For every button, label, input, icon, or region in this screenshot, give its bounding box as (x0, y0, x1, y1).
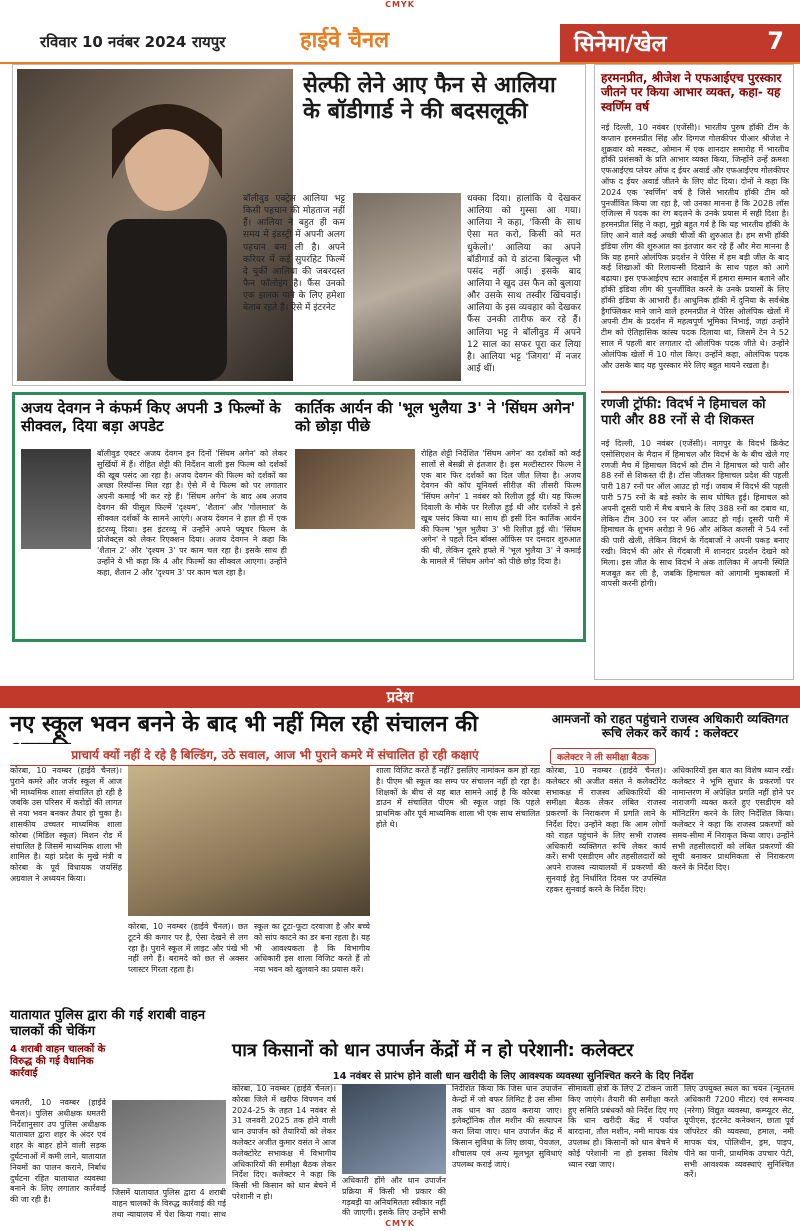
cmyk-marker: CMYK (0, 0, 800, 12)
traffic-headline: यातायात पुलिस द्वारा की गई शराबी वाहन चालकों की चेकिंग (10, 1008, 206, 1039)
ajay-headline: अजय देवगन ने कंफर्म किए अपनी 3 फिल्मों के सीक्वल, दिया बड़ा अपडेट (21, 399, 281, 435)
cmyk-marker-bottom: CMYK (0, 1219, 800, 1231)
school-headline: नए स्कूल भवन बनने के बाद भी नहीं मिल रही संचालन की (10, 712, 478, 737)
paddy-subhead: 14 नवंबर से प्रारंभ होने वाली धान खरीदी के लिए आवश्यक व्यवस्था सुनिश्चित करने के दिए निर्देश (232, 1066, 794, 1085)
collector-kicker: कलेक्टर ने ली समीक्षा बैठक (550, 748, 656, 765)
alia-col1: बॉलीवुड एक्ट्रेस आलिया भट्ट किसी पहचान की मोहताज नहीं हैं। आलिया ने बहुत ही कम समय में इंडस्ट्री में अपनी अलग पहचान बना ली है। अपने करियर में कई सुपरहिट फिल्में दे चुकीं आलिया की जबरदस्त फैन फॉलोइंग है। फैंस उनको एक झलक पाने के लिए हमेशा बेताब रहते हैं। ऐसे में इंटरनेट (243, 194, 345, 314)
entertainment-box (12, 392, 586, 642)
paddy-col2: अधिकारी होंगे और धान उपार्जन प्रक्रिया में किसी भी प्रकार की गड़बड़ी या अनियमितता स्वीकार नहीं की जाएगी। इसके लिए उन्होंने सभी (342, 1176, 446, 1218)
kartik-headline: कार्तिक आर्यन की 'भूल भुलैया 3' ने 'सिंघम अगेन' को छोड़ा पीछे (295, 399, 576, 435)
hockey-body: नई दिल्ली, 10 नवंबर (एजेंसी)। भारतीय पुरुष हॉकी टीम के कप्तान हरमनप्रीत सिंह और दिग्गज गोलकीपर पीआर श्रीजेश ने शुक्रवार को मस्कट, ओमान में एक शानदार समारोह में भारतीय हॉकी प्रशंसकों के प्रति आभार व्यक्त किया, जिन्होंने उन्हें क्रमशः एफआईएच प्लेयर ऑफ द ईयर अवार्ड और एफआईएच गोलकीपर ऑफ द ईयर अवार्ड जीतने के लिए वोट दिया। दोनों ने कहा कि 2024 एक 'स्वर्णिम' वर्ष है जिसे भारतीय हॉकी टीम को पुनर्जीवित किया जा रहा है, जो उनका मानना है कि 2028 लॉस एंजिल्स में पदक का रंग बदलने के उनके प्रयास में सही दिशा है। हरमनप्रीत सिंह ने कहा, मुझे बहुत गर्व है कि यह भारतीय हॉकी के लिए आने वाले कई अच्छी चीजों की शुरुआत है। हम सभी हॉकी इंडिया लीग की शुरुआत का इंतजार कर रहे हैं और मेरा मानना है कि यह हमारे ओलंपिक प्रदर्शन ने पेरिस में हम बड़ी जीत के बाद कई शिखाओं की रिलायन्सी दिखाने के साथ पहल को आगे बढ़ाया। इस एफआईएच स्टार अवार्ड्स में हमारा सम्मान बताने और हॉकी इंडिया लीग की पुनर्जीवित करने के उनके प्रयासों के लिए हॉकी इंडिया के आभारी हैं। आधुनिक हॉकी में दुनिया के सर्वश्रेष्ठ ड्रैगफ्लिकर माने जाने वाले हरमनप्रीत ने पेरिस ओलंपिक खेलों में अपनी टीम के प्रदर्शन में महत्वपूर्ण भूमिका निभाई, जहां उन्होंने टीम को ऐतिहासिक कांस्य पदक दिलाया था, जिसमें टेन ने 52 साल में पहली बार लगातार दो ओलंपिक पदक जीते थे। उन्होंने ओलंपिक खेलों में 10 गोल किए। उन्होंने कहा, ओलंपिक पदक और उसके बाद यह पुरस्कार मेरे लिए बहुत मायने रखता है। (601, 123, 789, 370)
paddy-col1: कोरबा, 10 नवम्बर (हाईवे चैनल)। कोरबा जिले में खरीफ विपणन वर्ष 2024-25 के तहत 14 नवंबर से 31 जनवरी 2025 तक होने वाली धान उपार्जन को तैयारियों को लेकर कलेक्टर अजीत कुमार वसंत ने आज कलेक्टोरेट सभाकक्ष में विभागीय अधिकारियों की समीक्षा बैठक लेकर निर्देश दिए। कलेक्टर ने कहा कि किसी भी किसान को धान बेचने में परेशानी न हो। (232, 1084, 336, 1201)
collector-col2: अधिकारियों इस बात का विशेष ध्यान रखें। कलेक्टर ने भूमि सुधार के प्रकरणों पर नामान्तरण में अपेक्षित प्रगति नहीं होने पर नाराजगी व्यक्त करते हुए एसडीएम को मॉनिटरिंग करने के लिए निर्देशित किया। कलेक्टर ने कहा कि राजस्व प्रकरणों को समय-सीमा में निराकृत किया जाए। उन्होंने सभी तहसीलदारों को लंबित प्रकरणों की सूची बनाकर प्राथमिकता से निराकरण करने के निर्देश दिए। (672, 766, 794, 873)
school-subhead: प्राचार्य क्यों नहीं दे रहे है बिल्डिंग, उठे सवाल, आज भी पुराने कमरे में संचालित हो रही कक्षाएं (10, 744, 540, 766)
alia-col3: धक्का दिया। हालांकि ये देखकर आलिया को गुस्सा आ गया। आलिया ने कहा, 'किसी के साथ ऐसा मत करो, किसी को मत धुकेलो।' आलिया का अपने बॉडीगार्ड को ये डांटना बिल्कुल भी पसंद नहीं आई। इसके बाद आलिया ने खुद उस फैन को बुलाया और उसके साथ तस्वीर खिंचवाई। आलिया के इस व्यवहार को देखकर फैंस उनकी तारीफ कर रहे हैं। आलिया भट्ट ने बॉलीवुड में अपने 12 साल का सफर पूरा कर लिया है। आलिया भट्ट 'जिगरा' में नजर आई थीं। (467, 194, 581, 374)
paddy-col4: सीमावर्ती क्षेत्रों के लिए 2 टोकन जारी किए जाएंगे। तैयारी की समीक्षा करते हुए समिति प्रबंधकों को निर्देश दिए गए कि धान खरीदी केंद्र में पर्याप्त बारदाना, तौल मशीन, नमी मापक यंत्र उपलब्ध हो। किसानों को धान बेचने में कोई परेशानी ना हो इसका विशेष ध्यान रखा जाए। (568, 1084, 678, 1169)
school-col3: स्कूल का टूटा-फूटा दरवाजा है और बच्चे को सांप काटने का डर बना रहता है। यह भी आवश्यकता है कि विभागीय अधिकारी इस शाला विजिट करते हैं तो नया भवन को खुलवाने का प्रयास करें। (254, 922, 370, 975)
school-col4: शाला विजिट करते हैं नहीं? इसलिए नामांकन कम हो रहा है। पीएम श्री स्कूल का सम्प पर संचालन नहीं हो रहा है। शिक्षकों के बीच से यह बात सामने आई है कि कोरबा डाउन में संचालित पीएम श्री स्कूल जहां कि पहले प्राथमिक और पूर्व माध्यमिक शाला भी एक साथ संचालित होते थे। (376, 766, 540, 829)
kartik-photo (295, 449, 415, 529)
traffic-story (10, 1008, 226, 1220)
ranji-body: नई दिल्ली, 10 नवंबर (एजेंसी)। नागपुर के विदर्भ क्रिकेट एसोसिएशन के मैदान में हिमाचल और विदर्भ के के बीच खेले गए रणजी मैच में हिमाचल विदर्भ को टीम ने हिमाचल को पारी और 88 रनों से शिकस्त दी है। टॉस जीतकर हिमाचल प्रदेश की पहली पारी 187 रनों पर ऑल आउट हो गई। जवाब में विदर्भ की पहली पारी 575 रनों के बड़े स्कोर के साथ घोषित हुई। हिमाचल को अपनी दूसरी पारी में मैच बचाने के लिए 388 रनों का दबाव था, लेकिन टीम 300 रन पर ऑल आउट हो गई। दूसरी पारी में हिमाचल के शुभम अरोड़ा ने 96 और अंकित कलसी ने 54 रनों की पारी खेली, लेकिन विदर्भ के गेंदबाजों ने अपनी पकड़ बनाए रखी। विदर्भ की ओर से गेंदबाजी में शानदार प्रदर्शन देखने को मिला। इस जीत के साथ विदर्भ ने अंक तालिका में अपनी स्थिति मजबूत कर ली है, जबकि हिमाचल को आगामी मुकाबलों में वापसी करनी होगी। (601, 439, 789, 589)
school-col1: कोरबा, 10 नवम्बर (हाईवे चैनल)। पुराने कमरे और जर्जर स्कूल में आज भी माध्यमिक शाला संचालित हो रही है जबकि उस परिसर में करोड़ों की लागत से नया भवन बनकर तैयार हो चुका है। शासकीय उच्चतर माध्यमिक शाला कोरबा (मिडिल स्कूल) मिशन रोड में संचालित है जिसमें माध्यमिक शाला भी शामिल है। यहां प्रदेश के मुखे मंत्री व कोरबा के पूर्व विधायक जयसिंह अग्रवाल ने अध्ययन किया। (10, 766, 122, 883)
paddy-photo (342, 1084, 446, 1174)
collector-headline: आमजनों को राहत पहुंचाने राजस्व अधिकारी व्यक्तिगत रूचि लेकर करें कार्य : कलेक्टर (551, 712, 789, 741)
paddy-col5: लिए उपयुक्त स्थल का चयन (न्यूनतम अधिकारी 7200 मीटर) एवं समन्वय (नरेगा) विद्युत व्यवस्था, कम्प्यूटर सेट, यूपीएस, इंटरनेट कनेक्शन, छाता पूर्व जॉपरेटर की व्यवस्था, हमाल, नमी मापक यंत्र, पोलिथीन, ड्रम, पाइप, पीने का पानी, प्राथमिक उपचार पेटी, सभी आवश्यक व्यवस्थाएं सुनिश्चित करें। (684, 1084, 794, 1180)
airport-photo (353, 193, 461, 381)
paddy-col3: निर्देशित किया कि जिस धान उपार्जन केन्द्रों में जो बफर लिमिट है उस सीमा तक धान का उठाव कराया जाए। इलेक्ट्रॉनिक तौल मशीन की सत्यापन करा लिया जाए। धान उपार्जन केंद्र में किसान सुविधा के लिए छाया, पेयजल, शौचालय एवं अन्य मूलभूत सुविधाएं उपलब्ध कराई जाएं। (452, 1084, 562, 1169)
school-col2: कोरबा, 10 नवम्बर (हाईवे चैनल)। छत टूटने की कगार पर है, ऐसा देखने से लग रहा है। पुराने स्कूल में लाइट और पंखे भी नहीं लगे हैं। बरामदे को छत से अक्सर प्लास्टर गिरता रहता है। (128, 922, 248, 975)
traffic-body2: जिसमें यातायात पुलिस द्वारा 4 शराबी वाहन चालकों के विरुद्ध कार्रवाई की गई तथा न्यायालय में पेश किया गया। साथ (112, 1188, 226, 1219)
school-photo (128, 766, 370, 916)
pradesh-band: प्रदेश (0, 686, 800, 708)
section-banner (560, 24, 800, 62)
kartik-body: रोहित शेट्टी निर्देशित 'सिंघम अगेन' का दर्शकों को कई सालों से बेसब्री से इंतजार है। इस मल्टीस्टारर फिल्म ने एक बार फिर दर्शकों का दिल जीत लिया है। अजय देवगन की कॉप यूनिवर्स सीरीज़ की तीसरी फिल्म 'सिंघम अगेन' 1 नवंबर को रिलीज हुई थी। यह फिल्म दिवाली के मौके पर रिलीज़ हुई थी और दर्शकों ने इसे खूब पसंद किया था। साथ ही इसी दिन कार्तिक आर्यन की फिल्म 'भूल भुलैया 3' भी रिलीज़ हुई थी। 'सिंघम अगेन' ने पहले दिन बॉक्स ऑफिस पर दमदार शुरुआत की थी, लेकिन दूसरे हफ्ते में 'भूल भुलैया 3' ने कमाई के मामले में 'सिंघम अगेन' को पीछे छोड़ दिया है। (421, 449, 581, 566)
city-edition: रायपुर (192, 33, 226, 51)
collector-col1: कोरबा, 10 नवम्बर (हाईवे चैनल)। कलेक्टर श्री अजीत वसंत ने कलेक्टोरेट सभाकक्ष में राजस्व अधिकारियों की समीक्षा बैठक लेकर लंबित राजस्व प्रकरणों के निराकरण में प्रगति लाने के निर्देश दिए। उन्होंने कहा कि आम लोगों को राहत पहुंचाने के लिए सभी राजस्व अधिकारी व्यक्तिगत रूचि लेकर कार्य करें। सभी एसडीएम और तहसीलदारों को अपने राजस्व न्यायालयों में प्रकरणों की सुनवाई हेतु निर्धारित दिवस पर उपस्थित रहकर सुनवाई करने के निर्देश दिए। (546, 766, 666, 894)
alia-headline: सेल्फी लेने आए फैन से आलिया के बॉडीगार्ड ने की बदसलूकी (303, 73, 556, 125)
page-number: 7 (767, 27, 784, 55)
alia-story (12, 64, 586, 386)
traffic-subhead: 4 शराबी वाहन चालकों के विरुद्ध की गई वैधानिक कार्रवाई (10, 1044, 106, 1079)
masthead (0, 14, 800, 64)
dress-shape (107, 219, 227, 381)
issue-date: रविवार 10 नवंबर 2024 (40, 33, 187, 51)
school-story (10, 712, 540, 1002)
sports-column (594, 64, 794, 680)
traffic-body: धमतरी, 10 नवम्बर (हाईवे चैनल)। पुलिस अधीक्षक धमतरी निर्देशानुसार उप पुलिस अधीक्षक यातायात द्वारा शहर के अंदर एवं शहर के बाहर होने वाली सड़क दुर्घटनाओं में कमी लाने, यातायात नियमों का पालन कराने, निर्बाध दुर्घटना रहित यातायात व्यवस्था बनाने के लिए लगातार कार्रवाई की जा रही है। (10, 1098, 106, 1205)
paddy-story (232, 1040, 794, 1220)
section-title: सिनेमा/खेल (574, 32, 667, 57)
ajay-body: बॉलीवुड एक्टर अजय देवगन इन दिनों 'सिंघम अगेन' को लेकर सुर्खियों में हैं। रोहित शेट्टी की निर्देशन वाली इस फिल्म को दर्शकों की खूब पसंद आ रहा है। अजय देवगन की फिल्म को दर्शकों का अच्छा रिस्पॉन्स मिल रहा है। ऐसे में वे फिल्म को पर लगातार अपनी कमाई भी कर रहे हैं। 'सिंघम अगेन' के बाद अब अजय देवगन की पीसूल फिल्में 'दृश्यम', 'शैतान' और 'गोलमाल' के सीक्वल दर्शकों के सामने आएंगे। अजय देवगन ने हाल ही में एक इंटरव्यू दिया। इस इंटरव्यू में उन्होंने अपने फ्यूचर फिल्म के प्रोजेक्ट्स को लेकर रिएक्शन दिया। अजय देवगन ने कहा कि 'शैतान 2' और 'दृश्यम 3' पर काम चल रहा है। इसके साथ ही उन्होंने ये भी कहा कि 4 और फिल्मों का सीक्वल आएगा। उन्होंने कहा, शैतान 2 और 'दृश्यम 3' पर काम चल रहा है। (97, 449, 287, 577)
paddy-headline: पात्र किसानों को धान उपार्जन केंद्रों में न हो परेशानी: कलेक्टर (232, 1040, 634, 1061)
newspaper-brand: हाईवे चैनल (300, 27, 390, 53)
collector-story (546, 712, 794, 1036)
hockey-headline: हरमनप्रीत, श्रीजेश ने एफआईएच पुरस्कार जीतने पर किया आभार व्यक्त, कहा- यह स्वर्णिम वर्ष (601, 71, 782, 114)
ajay-photo (21, 449, 91, 549)
traffic-photo (112, 1100, 226, 1184)
ranji-headline: रणजी ट्रॉफी: विदर्भ ने हिमाचल को पारी और 88 रनों से दी शिकस्त (601, 391, 789, 428)
